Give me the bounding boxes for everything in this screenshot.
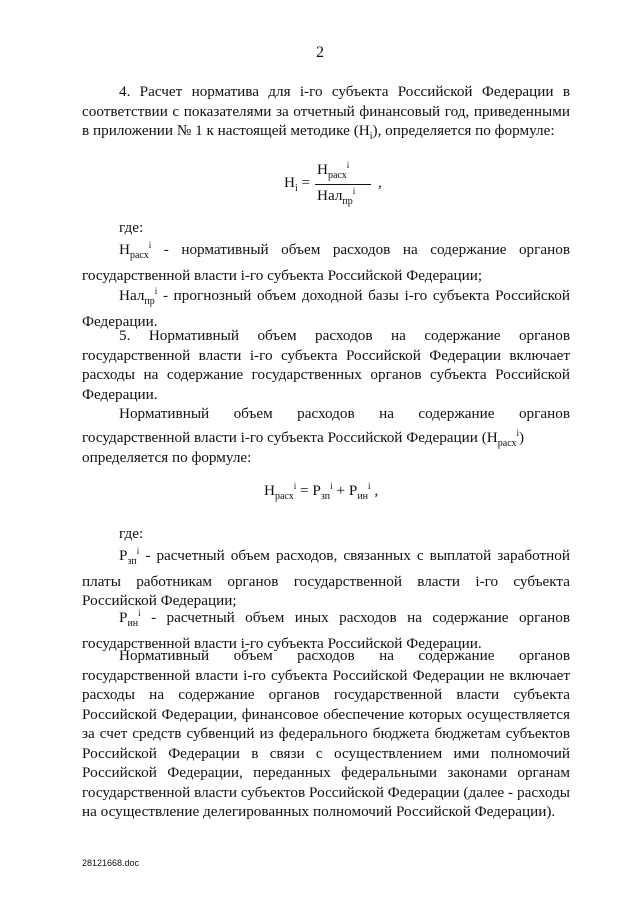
formula-comma: , <box>378 174 382 191</box>
definition-h-rasx: $H_{расх}^i$ - нормативный объем расходов на содержание органов государственной власти i-го субъекта Российской Федерации; <box>82 240 570 284</box>
formula-numerator: $H_{расх}^i$ <box>317 160 350 181</box>
document-filename: 28121668.doc <box>82 858 140 868</box>
formula-h-rasx: $H_{расх}^i = P_{зп}^i + P_{ин}^i$ , <box>264 481 379 502</box>
definition-r-zp: $P_{зп}^i$ - расчетный объем расходов, связанных с выплатой заработной платы работникам органов государственной власти i-го субъекта Российской Федерации; <box>82 546 570 609</box>
paragraph-7: Нормативный объем расходов на содержание органов государственной власти i-го субъекта Российской Федерации не включает расходы на содержание органов государственной власти субъекта Российской Федерации, финансовое обеспечение которых осуществляется за счет средств субвенций из федерального бюджета бюджетам субъектов Российской Федерации в связи с осуществлением ими полномочий Российской Федерации, переданных федеральными законами органам государственной власти субъектов Российской Федерации (далее - расходы на осуществление делегированных полномочий Российской Федерации). <box>82 647 570 820</box>
paragraph-6: Нормативный объем расходов на содержание органов государственной власти i-го субъекта Российской Федерации $(H_{расх}^i)$ <box>82 405 570 449</box>
formula-lhs: $H_i$ = <box>284 174 311 194</box>
where-label-2: где: <box>119 525 144 542</box>
where-label: где: <box>119 219 144 236</box>
page-number: 2 <box>316 44 324 61</box>
paragraph-5: 5. Нормативный объем расходов на содержание органов государственной власти i-го субъекта Российской Федерации включает расходы на содержание государственных органов субъекта Российской Федерации. <box>82 327 570 403</box>
definition-r-in: $P_{ин}^i$ - расчетный объем иных расходов на содержание органов государственной власти i-го субъекта Российской Федерации. <box>82 608 570 652</box>
definition-nal-pr: Нал$_{пр}^i$ - прогнозный объем доходной базы i-го субъекта Российской Федерации. <box>82 286 570 330</box>
paragraph-6-continuation: определяется по формуле: <box>82 449 252 466</box>
paragraph-4: 4. Расчет норматива для i-го субъекта Российской Федерации в соответствии с показателями за отчетный финансовый год, приведенными в приложении № 1 к настоящей методике $(H_i)$, определяется по формуле: <box>82 83 570 142</box>
formula-denominator: Нал$_{пр}^i$ <box>317 186 356 207</box>
fraction-bar <box>315 184 371 185</box>
